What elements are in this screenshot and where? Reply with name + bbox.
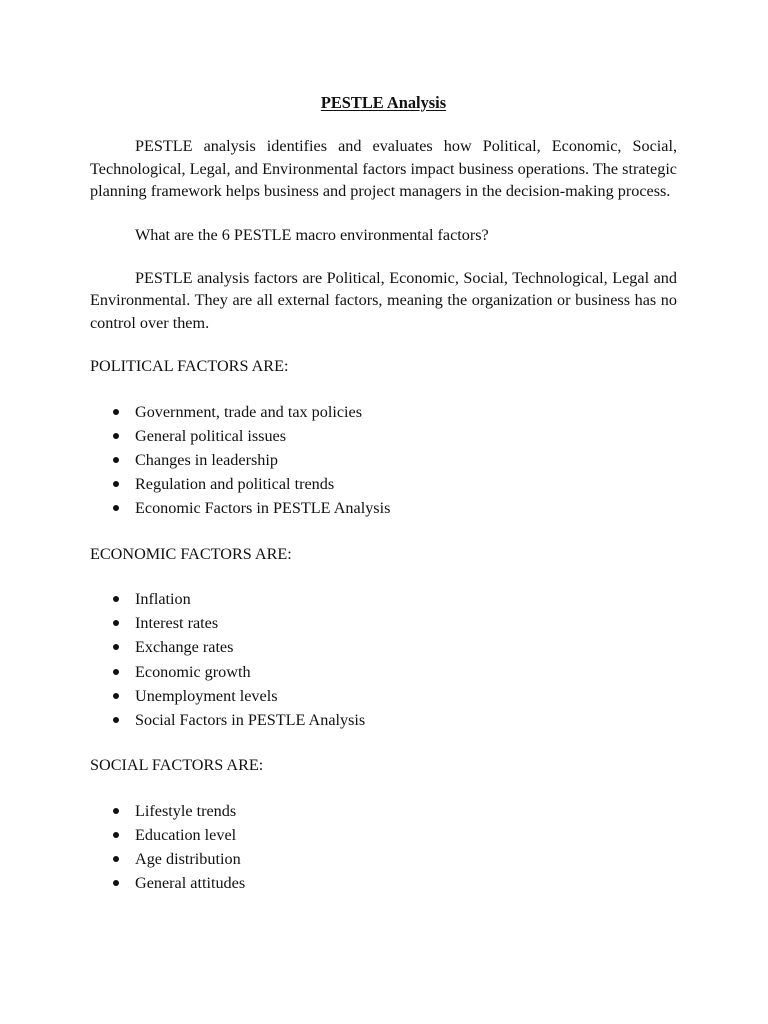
section-heading-social: SOCIAL FACTORS ARE: bbox=[90, 756, 264, 775]
bullet-icon bbox=[113, 457, 119, 463]
bullet-icon bbox=[113, 596, 119, 602]
document-title: PESTLE Analysis bbox=[320, 93, 447, 112]
list-item bbox=[90, 472, 677, 496]
bullet-list-political bbox=[90, 400, 677, 521]
document-page bbox=[90, 92, 677, 917]
list-item-text: General political issues bbox=[135, 426, 287, 445]
bullet-icon bbox=[113, 832, 119, 838]
bullet-icon bbox=[113, 669, 119, 675]
list-item bbox=[90, 871, 677, 895]
bullet-list-economic bbox=[90, 587, 677, 732]
list-item bbox=[90, 424, 677, 448]
list-item bbox=[90, 496, 677, 520]
bullet-icon bbox=[113, 409, 119, 415]
list-item bbox=[90, 684, 677, 708]
list-item bbox=[90, 847, 677, 871]
intro-paragraph: PESTLE analysis identifies and evaluates how Political, Economic, Social, Technological, Legal, and Environmental factors impact business operations. The strategic planning framework helps business and project managers in the decision-making process. bbox=[90, 137, 677, 201]
list-item bbox=[90, 587, 677, 611]
list-item-text: Education level bbox=[135, 825, 237, 844]
section-heading-political: POLITICAL FACTORS ARE: bbox=[90, 357, 289, 376]
answer-paragraph: PESTLE analysis factors are Political, Economic, Social, Technological, Legal and Environmental. They are all external factors, meaning the organization or business has no control over them. bbox=[90, 269, 677, 332]
bullet-icon bbox=[113, 620, 119, 626]
list-item-text: Government, trade and tax policies bbox=[135, 402, 362, 421]
list-item-text: Social Factors in PESTLE Analysis bbox=[135, 710, 366, 729]
bullet-icon bbox=[113, 717, 119, 723]
list-item bbox=[90, 400, 677, 424]
list-item bbox=[90, 448, 677, 472]
list-item bbox=[90, 611, 677, 635]
list-item-text: General attitudes bbox=[135, 874, 246, 893]
bullet-icon bbox=[113, 693, 119, 699]
list-item-text: Economic growth bbox=[135, 662, 251, 681]
bullet-icon bbox=[113, 505, 119, 511]
list-item bbox=[90, 660, 677, 684]
list-item-text: Regulation and political trends bbox=[135, 475, 335, 494]
bullet-list-social bbox=[90, 799, 677, 896]
list-item-text: Economic Factors in PESTLE Analysis bbox=[135, 499, 391, 518]
bullet-icon bbox=[113, 856, 119, 862]
bullet-icon bbox=[113, 481, 119, 487]
list-item-text: Unemployment levels bbox=[135, 686, 278, 705]
list-item-text: Age distribution bbox=[135, 849, 241, 868]
list-item-text: Exchange rates bbox=[135, 638, 234, 657]
list-item-text: Inflation bbox=[135, 590, 191, 608]
question-paragraph: What are the 6 PESTLE macro environmental factors? bbox=[135, 225, 489, 244]
bullet-icon bbox=[113, 644, 119, 650]
list-item bbox=[90, 799, 677, 823]
list-item bbox=[90, 708, 677, 732]
list-item-text: Changes in leadership bbox=[135, 451, 278, 470]
list-item-text: Lifestyle trends bbox=[135, 801, 237, 820]
bullet-icon bbox=[113, 880, 119, 886]
list-item bbox=[90, 823, 677, 847]
bullet-icon bbox=[113, 433, 119, 439]
list-item-text: Interest rates bbox=[135, 614, 219, 633]
list-item bbox=[90, 635, 677, 659]
bullet-icon bbox=[113, 808, 119, 814]
section-heading-economic: ECONOMIC FACTORS ARE: bbox=[90, 544, 292, 563]
